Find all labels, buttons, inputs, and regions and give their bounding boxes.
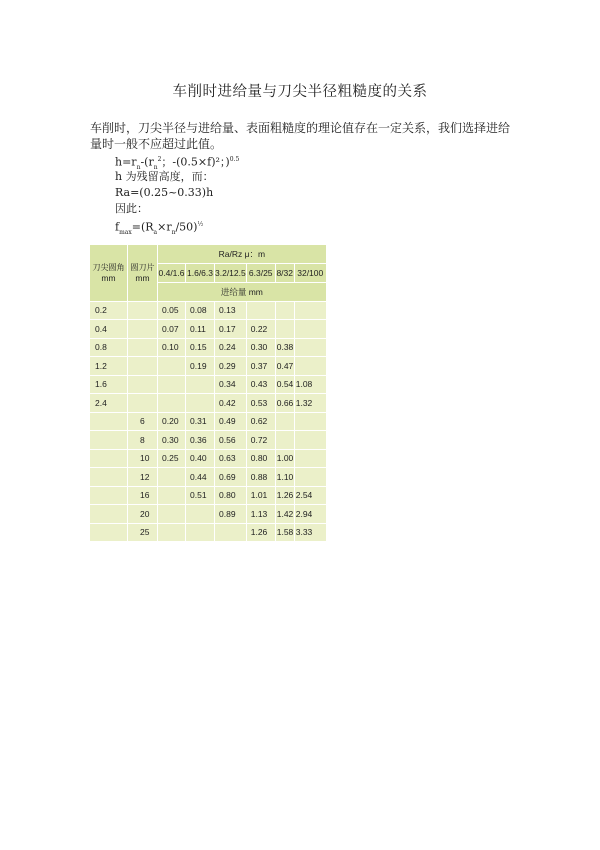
- cell-feed: 1.01: [246, 486, 275, 505]
- header-roughness-col: 32/100: [294, 264, 326, 283]
- cell-radius: 1.2: [90, 357, 128, 376]
- cell-feed: [158, 505, 186, 524]
- cell-feed: [294, 431, 326, 450]
- cell-feed: 0.31: [186, 412, 215, 431]
- cell-feed: 0.54: [275, 375, 294, 394]
- cell-feed: 0.24: [215, 338, 247, 357]
- cell-blade: [128, 394, 158, 413]
- table-row: [90, 523, 327, 542]
- cell-feed: 0.49: [215, 412, 247, 431]
- cell-feed: 0.72: [246, 431, 275, 450]
- table-row: [90, 301, 327, 320]
- cell-blade: 10: [128, 449, 158, 468]
- cell-radius: [90, 449, 128, 468]
- page-title: 车削时进给量与刀尖半径粗糙度的关系: [172, 84, 428, 100]
- cell-feed: 1.10: [275, 468, 294, 487]
- cell-radius: [90, 505, 128, 524]
- cell-blade: 25: [128, 523, 158, 542]
- cell-feed: 0.11: [186, 320, 215, 339]
- cell-feed: 0.89: [215, 505, 247, 524]
- cell-feed: 0.30: [246, 338, 275, 357]
- cell-feed: [294, 320, 326, 339]
- cell-radius: 0.8: [90, 338, 128, 357]
- cell-radius: [90, 412, 128, 431]
- header-blade: 圆刀片 mm: [128, 245, 158, 302]
- cell-feed: [294, 338, 326, 357]
- header-roughness-col: 3.2/12.5: [215, 264, 247, 283]
- table-row: [90, 320, 327, 339]
- cell-radius: 1.6: [90, 375, 128, 394]
- table-row: [90, 338, 327, 357]
- table-row: [90, 412, 327, 431]
- cell-feed: 1.58: [275, 523, 294, 542]
- header-roughness-col: 8/32: [275, 264, 294, 283]
- cell-radius: [90, 468, 128, 487]
- intro-paragraph: 车削时，刀尖半径与进给量、表面粗糙度的理论值存在一定关系，我们选择进给量时一般不应超过此值。: [90, 121, 511, 151]
- header-roughness-col: 6.3/25: [246, 264, 275, 283]
- cell-feed: 1.13: [246, 505, 275, 524]
- table-row: [90, 505, 327, 524]
- cell-feed: [186, 505, 215, 524]
- cell-feed: 0.53: [246, 394, 275, 413]
- cell-feed: 0.05: [158, 301, 186, 320]
- cell-feed: [294, 412, 326, 431]
- table-row: [90, 468, 327, 487]
- cell-feed: [158, 468, 186, 487]
- table-row: [90, 394, 327, 413]
- cell-feed: 1.32: [294, 394, 326, 413]
- cell-feed: 0.10: [158, 338, 186, 357]
- cell-blade: 16: [128, 486, 158, 505]
- cell-feed: [275, 320, 294, 339]
- table-row: [90, 357, 327, 376]
- table-row: [90, 375, 327, 394]
- cell-feed: 0.51: [186, 486, 215, 505]
- cell-feed: 1.08: [294, 375, 326, 394]
- cell-feed: [158, 375, 186, 394]
- cell-blade: [128, 301, 158, 320]
- cell-feed: [186, 394, 215, 413]
- cell-blade: 20: [128, 505, 158, 524]
- cell-feed: 0.25: [158, 449, 186, 468]
- cell-feed: 1.26: [246, 523, 275, 542]
- cell-feed: 2.94: [294, 505, 326, 524]
- cell-blade: [128, 338, 158, 357]
- cell-feed: 0.30: [158, 431, 186, 450]
- cell-feed: 0.66: [275, 394, 294, 413]
- cell-feed: [275, 301, 294, 320]
- cell-feed: [158, 394, 186, 413]
- cell-feed: 0.62: [246, 412, 275, 431]
- cell-blade: 8: [128, 431, 158, 450]
- header-roughness: Ra/Rz μ：m: [158, 245, 327, 264]
- cell-feed: 0.69: [215, 468, 247, 487]
- cell-feed: 0.63: [215, 449, 247, 468]
- cell-feed: 3.33: [294, 523, 326, 542]
- cell-feed: [186, 523, 215, 542]
- cell-feed: 0.80: [246, 449, 275, 468]
- cell-feed: [158, 486, 186, 505]
- cell-feed: [215, 523, 247, 542]
- table-row: [90, 449, 327, 468]
- cell-feed: 0.07: [158, 320, 186, 339]
- cell-feed: 0.38: [275, 338, 294, 357]
- cell-feed: 0.20: [158, 412, 186, 431]
- cell-blade: 12: [128, 468, 158, 487]
- formula-h-desc: h 为残留高度，而：: [115, 170, 214, 183]
- cell-feed: [158, 357, 186, 376]
- cell-blade: [128, 375, 158, 394]
- cell-blade: [128, 320, 158, 339]
- cell-radius: 0.2: [90, 301, 128, 320]
- header-roughness-col: 0.4/1.6: [158, 264, 186, 283]
- cell-feed: 1.00: [275, 449, 294, 468]
- cell-feed: 1.26: [275, 486, 294, 505]
- cell-radius: 2.4: [90, 394, 128, 413]
- cell-feed: [294, 468, 326, 487]
- cell-feed: [275, 412, 294, 431]
- cell-radius: 0.4: [90, 320, 128, 339]
- cell-feed: 0.42: [215, 394, 247, 413]
- formula-therefore: 因此：: [115, 202, 148, 215]
- cell-feed: [294, 357, 326, 376]
- cell-feed: [158, 523, 186, 542]
- formula-h: $h=r_n-(r_n^2$；-(0.5×f)²；)$^{0.5}$: [115, 155, 240, 171]
- cell-feed: 0.19: [186, 357, 215, 376]
- cell-feed: 0.15: [186, 338, 215, 357]
- cell-feed: 0.13: [215, 301, 247, 320]
- cell-feed: 0.08: [186, 301, 215, 320]
- cell-feed: 2.54: [294, 486, 326, 505]
- cell-feed: [275, 431, 294, 450]
- cell-feed: 0.37: [246, 357, 275, 376]
- cell-feed: 1.42: [275, 505, 294, 524]
- header-feed: 进给量 mm: [158, 282, 327, 301]
- table-row: [90, 431, 327, 450]
- cell-feed: 0.88: [246, 468, 275, 487]
- header-radius: 刀尖圆角 mm: [90, 245, 128, 302]
- header-roughness-col: 1.6/6.3: [186, 264, 215, 283]
- cell-blade: 6: [128, 412, 158, 431]
- cell-radius: [90, 431, 128, 450]
- cell-feed: 0.44: [186, 468, 215, 487]
- cell-feed: [186, 375, 215, 394]
- table-row: [90, 486, 327, 505]
- cell-feed: 0.29: [215, 357, 247, 376]
- cell-feed: 0.80: [215, 486, 247, 505]
- cell-feed: 0.34: [215, 375, 247, 394]
- formula-ra: Ra=(0.25~0.33)h: [115, 186, 214, 199]
- cell-blade: [128, 357, 158, 376]
- cell-radius: [90, 523, 128, 542]
- cell-radius: [90, 486, 128, 505]
- cell-feed: 0.43: [246, 375, 275, 394]
- cell-feed: 0.22: [246, 320, 275, 339]
- cell-feed: [294, 449, 326, 468]
- cell-feed: 0.17: [215, 320, 247, 339]
- feed-roughness-table: [89, 244, 327, 542]
- cell-feed: [294, 301, 326, 320]
- cell-feed: 0.36: [186, 431, 215, 450]
- cell-feed: 0.56: [215, 431, 247, 450]
- cell-feed: 0.40: [186, 449, 215, 468]
- cell-feed: [246, 301, 275, 320]
- formula-fmax: $f_{max}=(R_a\times r_n/50)^{\frac{1}{2}}$: [115, 220, 204, 236]
- cell-feed: 0.47: [275, 357, 294, 376]
